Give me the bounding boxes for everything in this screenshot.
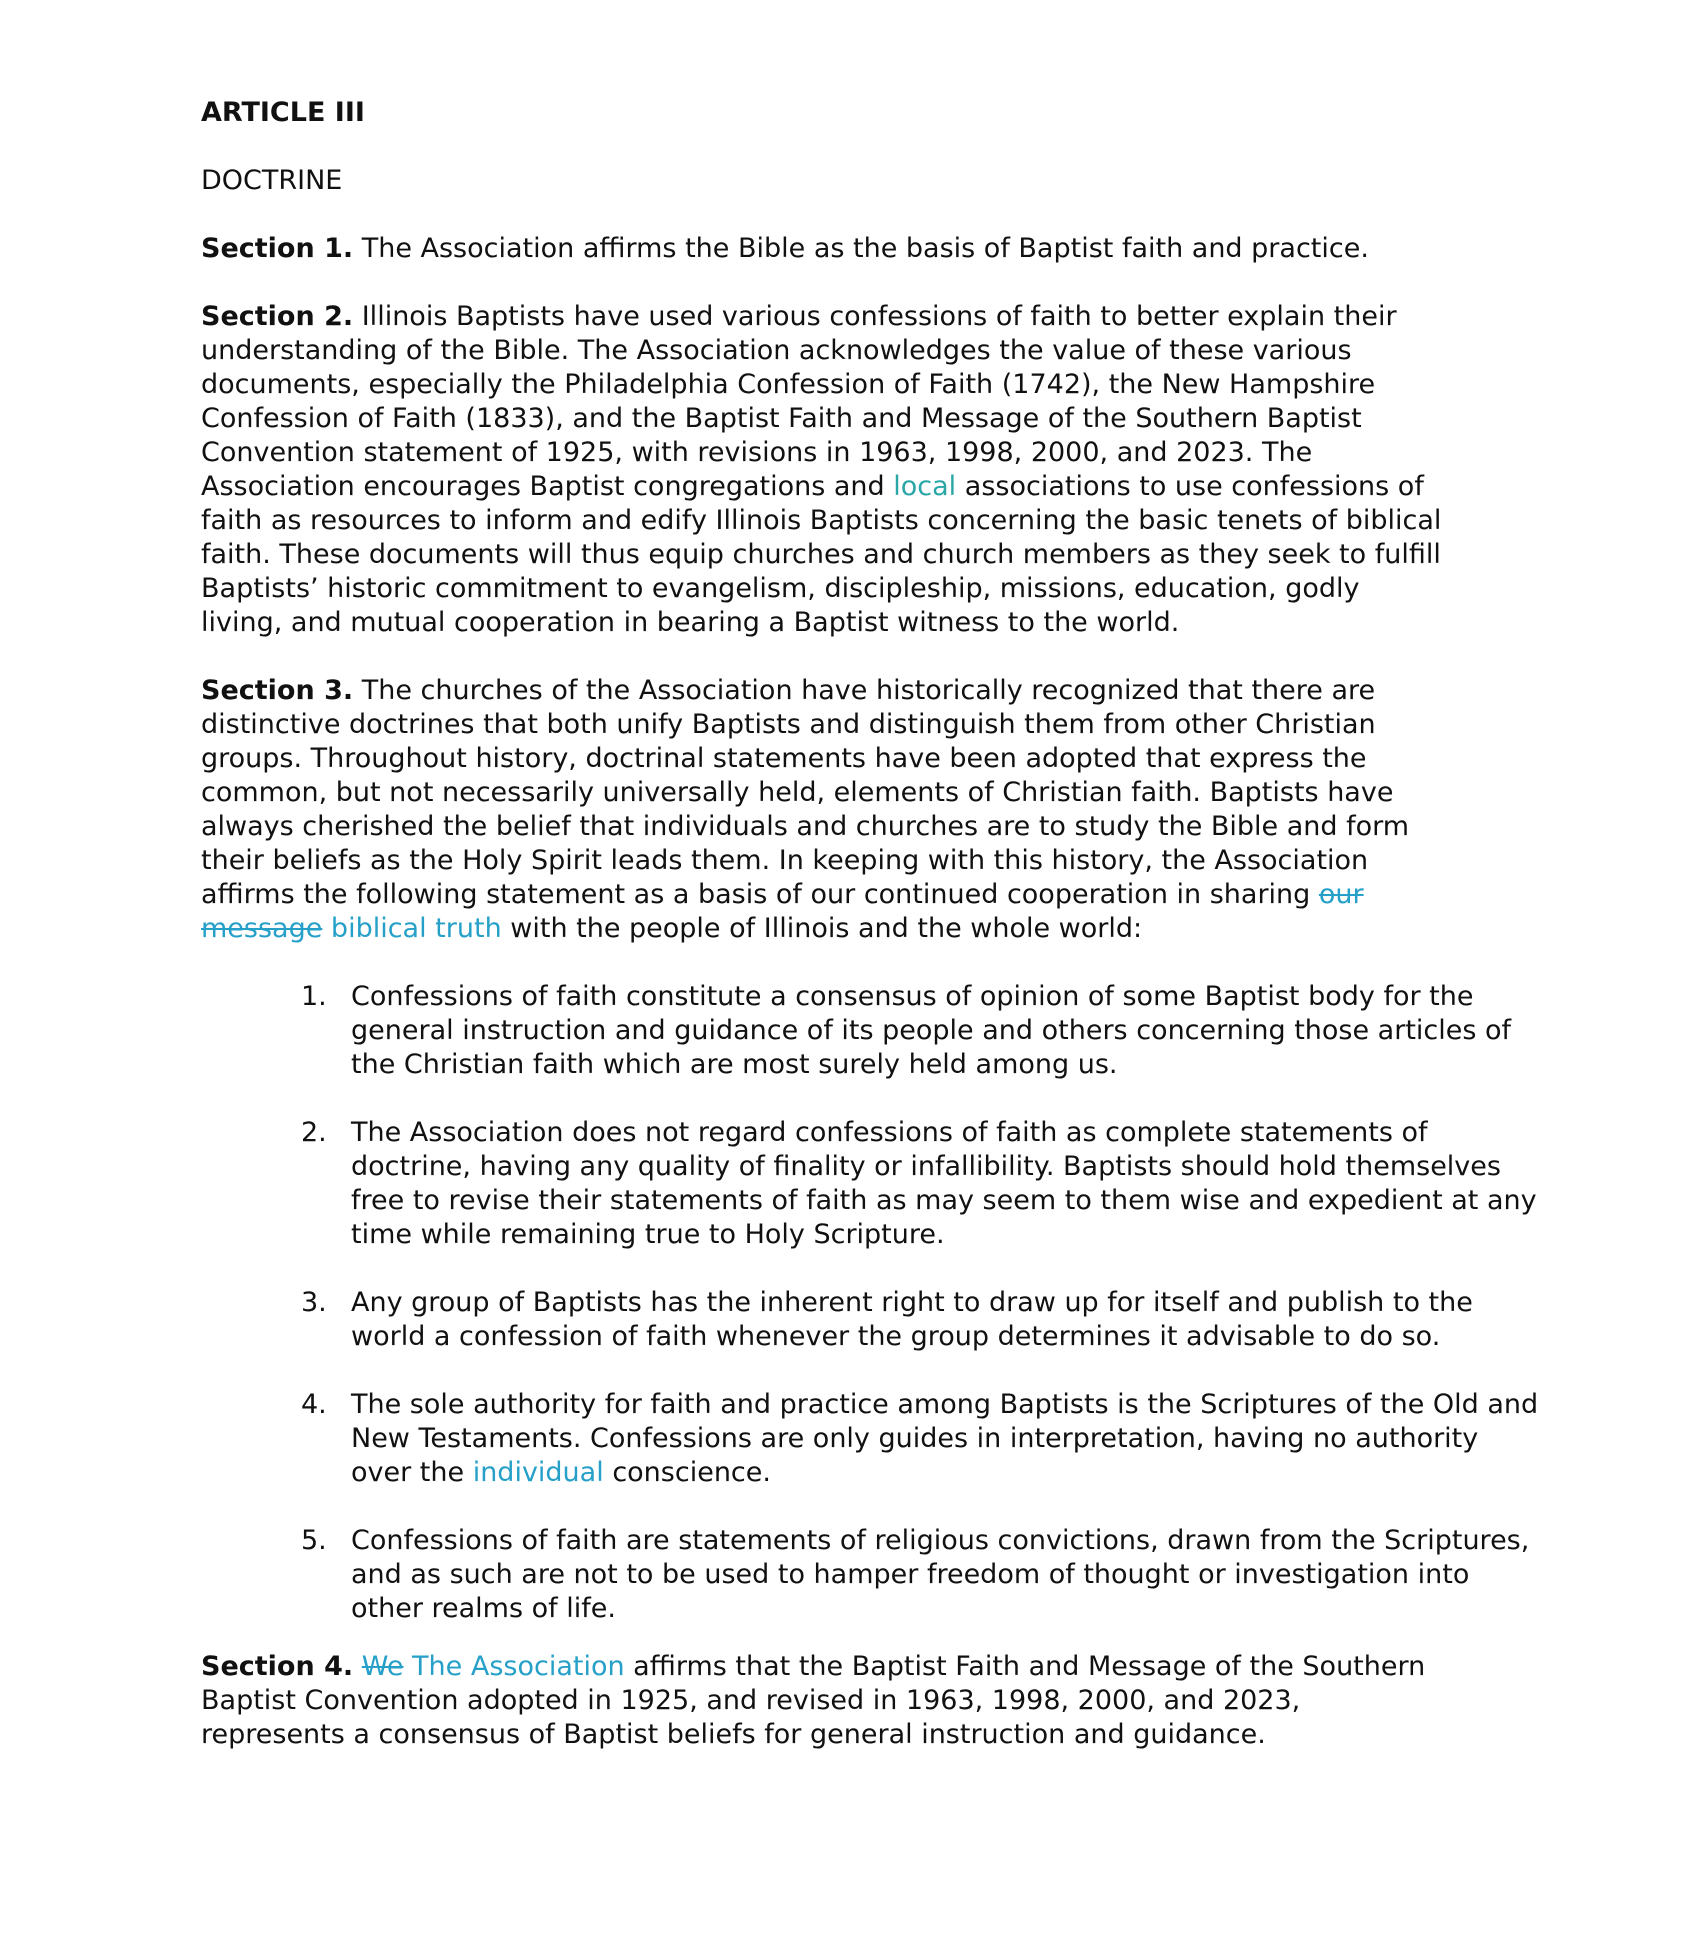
section-3-insertion: biblical truth xyxy=(322,913,502,944)
section-3-label: Section 3. xyxy=(201,675,354,706)
article-subtitle: DOCTRINE xyxy=(201,165,343,196)
section-4 xyxy=(201,1650,1441,1752)
confessions-list xyxy=(201,980,1539,1626)
article-title: ARTICLE III xyxy=(201,97,365,128)
list-item xyxy=(201,1524,1541,1626)
section-3-text-before: The churches of the Association have historically recognized that there are distinctive doctrines that both unify Baptists and distinguish them from other Christian groups. Throughout history, doctrinal statements have been adopted that express the common, but not necessarily universally held, elements of Christian faith. Baptists have always cherished the belief that individuals and churches are to study the Bible and form their beliefs as the Holy Spirit leads them. In keeping with this history, the Association affirms the following statement as a basis of our continued cooperation in sharing xyxy=(201,675,1410,910)
section-2-label: Section 2. xyxy=(201,301,354,332)
section-2 xyxy=(201,300,1446,640)
list-item-text: Any group of Baptists has the inherent right to draw up for itself and publish to the world a confession of faith whenever the group determines it advisable to do so. xyxy=(351,1287,1473,1352)
list-item-text: Confessions of faith constitute a consensus of opinion of some Baptist body for the general instruction and guidance of its people and others concerning those articles of the Christian faith which are most surely held among us. xyxy=(351,981,1512,1080)
list-item-insertion: individual xyxy=(472,1457,604,1488)
list-item xyxy=(201,980,1541,1082)
section-4-label: Section 4. xyxy=(201,1651,354,1682)
section-2-text-before: Illinois Baptists have used various confessions of faith to better explain their understanding of the Bible. The Association acknowledges the value of these various documents, especially the Philadelphia Confession of Faith (1742), the New Hampshire Confession of Faith (1833), and the Baptist Faith and Message of the Southern Baptist Convention statement of 1925, with revisions in 1963, 1998, 2000, and 2023. The Association encourages Baptist congregations and xyxy=(201,301,1397,502)
section-3-deletion: our message xyxy=(201,879,1364,944)
list-item-number: 1. xyxy=(301,981,327,1012)
list-item-text-after: conscience. xyxy=(603,1457,771,1488)
section-4-insertion: The Association xyxy=(403,1651,625,1682)
list-item-text: The Association does not regard confessions of faith as complete statements of doctrine, having any quality of finality or infallibility. Baptists should hold themselves free to revise their statements of faith as may seem to them wise and expedient at any time while remaining true to Holy Scripture. xyxy=(351,1117,1537,1250)
list-item xyxy=(201,1116,1541,1252)
list-item-number: 4. xyxy=(301,1389,327,1420)
list-item-text: Confessions of faith are statements of religious convictions, drawn from the Scriptures, and as such are not to be used to hamper freedom of thought or investigation into other realms of life. xyxy=(351,1525,1530,1624)
list-item-number: 3. xyxy=(301,1287,327,1318)
section-1 xyxy=(201,232,1381,266)
list-item xyxy=(201,1286,1541,1354)
list-item-number: 2. xyxy=(301,1117,327,1148)
list-item-text-before: The sole authority for faith and practice among Baptists is the Scriptures of the Old and New Testaments. Confessions are only guides in interpretation, having no authority over the xyxy=(351,1389,1539,1488)
section-3-text-after: with the people of Illinois and the whole world: xyxy=(501,913,1143,944)
section-4-text-after: affirms that the Baptist Faith and Message of the Southern Baptist Convention adopted in 1925, and revised in 1963, 1998, 2000, and 2023, represents a consensus of Baptist beliefs for general instruction and guidance. xyxy=(201,1651,1426,1750)
section-2-text-after: associations to use confessions of faith as resources to inform and edify Illinois Baptists concerning the basic tenets of biblical faith. These documents will thus equip churches and church members as they seek to fulfill Baptists’ historic commitment to evangelism, discipleship, missions, education, godly living, and mutual cooperation in bearing a Baptist witness to the world. xyxy=(201,471,1442,638)
section-3 xyxy=(201,674,1431,946)
section-1-label: Section 1. xyxy=(201,233,354,264)
document-page xyxy=(201,96,1539,1786)
list-item xyxy=(201,1388,1541,1490)
section-4-deletion: We xyxy=(361,1651,404,1682)
list-item-number: 5. xyxy=(301,1525,327,1556)
section-1-text: The Association affirms the Bible as the basis of Baptist faith and practice. xyxy=(353,233,1369,264)
section-2-insertion: local xyxy=(893,471,957,502)
